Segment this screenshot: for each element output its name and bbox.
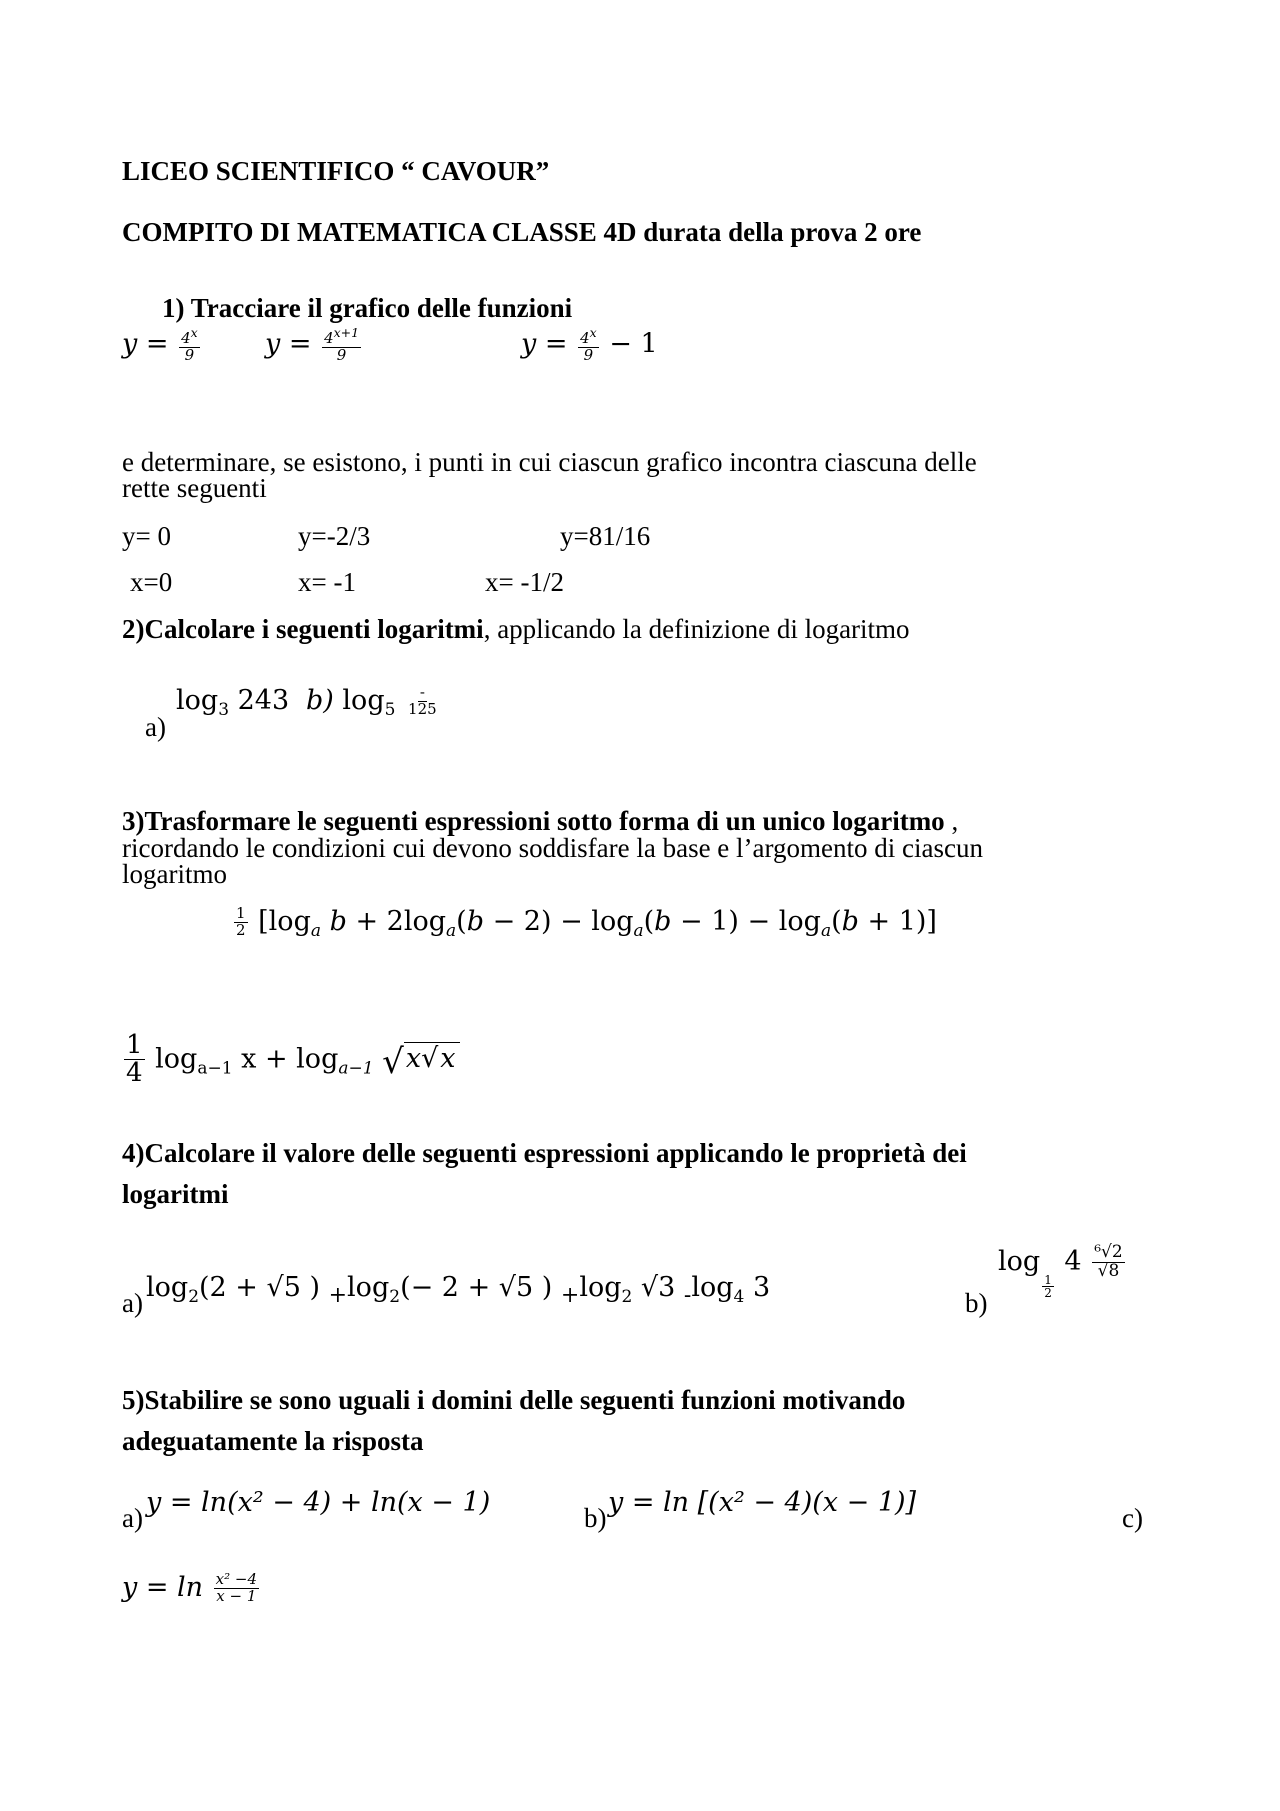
q1-function-2 <box>265 326 363 364</box>
q4a-t2-arg: (− 2 + √5 ) <box>400 1272 553 1303</box>
q3e1-body: [$\log_a$ $b + 2\log_a(b - 2) - \log_a(b - 1) - \log_a(b + 1)$] <box>258 906 937 941</box>
line-y-minus-2-3: y=-2/3 <box>298 521 371 551</box>
f2-num-exp: x+1 <box>333 325 360 340</box>
q4a-t3: log <box>579 1272 622 1303</box>
q3e2-base2: a−1 <box>338 1058 374 1079</box>
exam-title: COMPITO DI MATEMATICA CLASSE 4D durata della prova 2 ore <box>122 217 922 247</box>
q5c-lhs: y = ln <box>122 1572 204 1603</box>
q4a-t4-arg: 3 <box>752 1272 771 1303</box>
q3e2-num: 1 <box>126 1030 143 1060</box>
q4b-log: log <box>998 1245 1041 1277</box>
q4a-op1: + <box>328 1283 348 1308</box>
q4b-base-den: 2 <box>1044 1286 1052 1301</box>
line-x-minus-1: x= -1 <box>298 567 356 597</box>
q1-title: 1) Tracciare il grafico delle funzioni <box>162 293 573 323</box>
line-x-minus-1-2: x= -1/2 <box>485 567 564 597</box>
q3-title <box>122 806 958 836</box>
q3e2-den: 4 <box>126 1058 143 1089</box>
q3-title-tail: , <box>944 806 959 836</box>
f2-den: 9 <box>336 345 347 364</box>
q2-title-bold: 2)Calcolare i seguenti logaritmi <box>122 614 484 644</box>
q4a-t2-base: 2 <box>389 1287 401 1307</box>
q5c-num: x² −4 <box>215 1570 258 1589</box>
q3e1-den: 2 <box>236 921 246 939</box>
f3-den: 9 <box>583 345 594 364</box>
q4a-t2: log <box>347 1272 390 1303</box>
q2-expr-b <box>306 685 441 720</box>
q2-title-rest: , applicando la definizione di logaritmo <box>483 614 910 644</box>
q1-function-1 <box>122 326 202 364</box>
f2-num-base: 4 <box>324 329 334 347</box>
q2b-den: 125 <box>408 700 437 718</box>
q5c-den: x − 1 <box>216 1587 257 1605</box>
q4a-t3-base: 2 <box>621 1287 633 1307</box>
q3-expression-1 <box>232 906 937 941</box>
q4-label-b: b) <box>965 1288 988 1318</box>
q4a-t3-arg: √3 <box>640 1272 676 1303</box>
q2a-log: log <box>176 685 219 716</box>
f1-den: 9 <box>184 345 195 364</box>
q4a-t4: log <box>691 1272 734 1303</box>
q2a-base: 3 <box>218 700 230 720</box>
q3e2-outer-sqrt: √x√x <box>382 1042 459 1082</box>
q5-label-c: c) <box>1122 1503 1143 1533</box>
q2b-base: 5 <box>384 700 396 720</box>
q3e2-log1: log <box>155 1043 198 1075</box>
q1-function-3 <box>521 326 658 364</box>
q5-title-line-2: adeguatamente la risposta <box>122 1426 424 1456</box>
q2a-arg: 243 <box>237 685 290 716</box>
q2-title <box>122 614 910 644</box>
f3-num-base: 4 <box>580 329 590 347</box>
q5-expression-b: y = ln [(x² − 4)(x − 1)] <box>608 1487 917 1518</box>
q4b-num: ⁶√2 <box>1094 1242 1123 1262</box>
q4-expression-b <box>998 1244 1127 1300</box>
q4-expression-a <box>146 1272 770 1308</box>
q4-title-line-2: logaritmi <box>122 1179 229 1209</box>
q4a-t1-base: 2 <box>188 1287 200 1307</box>
q4a-t4-base: 4 <box>733 1287 745 1307</box>
line-y-81-16: y=81/16 <box>560 521 651 551</box>
q3e2-base1: a−1 <box>197 1058 233 1079</box>
q3e2-rad-inner: x <box>440 1043 456 1075</box>
q2b-num: - <box>419 683 425 702</box>
q3e2-log2: log <box>296 1043 339 1075</box>
q3-title-bold: 3)Trasformare le seguenti espressioni sotto forma di un unico logaritmo <box>122 806 945 836</box>
q3e2-rad-x: x <box>405 1043 422 1075</box>
line-x-0: x=0 <box>130 567 173 597</box>
q4-label-a: a) <box>122 1288 143 1318</box>
q3-expression-2 <box>122 1032 460 1088</box>
q3e2-plus: + <box>264 1043 288 1075</box>
q2-label-a: a) <box>145 712 166 742</box>
q5-title-line-1: 5)Stabilire se sono uguali i domini delle seguenti funzioni motivando <box>122 1385 906 1415</box>
f1-num-exp: x <box>190 325 198 340</box>
q1-text-line-1: e determinare, se esistono, i punti in cui ciascun grafico incontra ciascuna delle <box>122 447 977 477</box>
q2-expr-a <box>176 685 289 720</box>
q5-label-a: a) <box>122 1503 143 1533</box>
q4a-t1: log <box>146 1272 189 1303</box>
q4a-op3: - <box>683 1283 692 1308</box>
line-y-0: y= 0 <box>122 521 171 551</box>
f3-tail: − 1 <box>609 328 658 360</box>
q4a-op2: + <box>560 1283 580 1308</box>
q4-title-line-1: 4)Calcolare il valore delle seguenti espressioni applicando le proprietà dei <box>122 1138 967 1168</box>
q3e1-num: 1 <box>236 904 246 923</box>
q3e2-arg1: x <box>241 1043 257 1075</box>
f1-lhs: y = <box>122 328 169 360</box>
q5-expression-c <box>122 1572 261 1605</box>
q4a-t1-arg: (2 + √5 ) <box>199 1272 321 1303</box>
q4b-den: √8 <box>1097 1260 1120 1281</box>
f3-num-exp: x <box>589 325 597 340</box>
q2b-log: log <box>342 685 385 716</box>
f1-num-base: 4 <box>181 329 191 347</box>
q4b-coef: 4 <box>1064 1245 1082 1277</box>
q4b-base-num: 1 <box>1044 1272 1052 1287</box>
f3-lhs: y = <box>521 328 568 360</box>
q2-label-b: b) <box>306 685 334 716</box>
q3-text-line-2: logaritmo <box>122 859 227 889</box>
school-title: LICEO SCIENTIFICO “ CAVOUR” <box>122 156 550 186</box>
q5-label-b: b) <box>584 1503 607 1533</box>
q3-text-line-1: ricordando le condizioni cui devono soddisfare la base e l’argomento di ciascun <box>122 833 983 863</box>
f2-lhs: y = <box>265 328 312 360</box>
q1-text-line-2: rette seguenti <box>122 473 267 503</box>
q5-expression-a: y = ln(x² − 4) + ln(x − 1) <box>146 1487 491 1518</box>
